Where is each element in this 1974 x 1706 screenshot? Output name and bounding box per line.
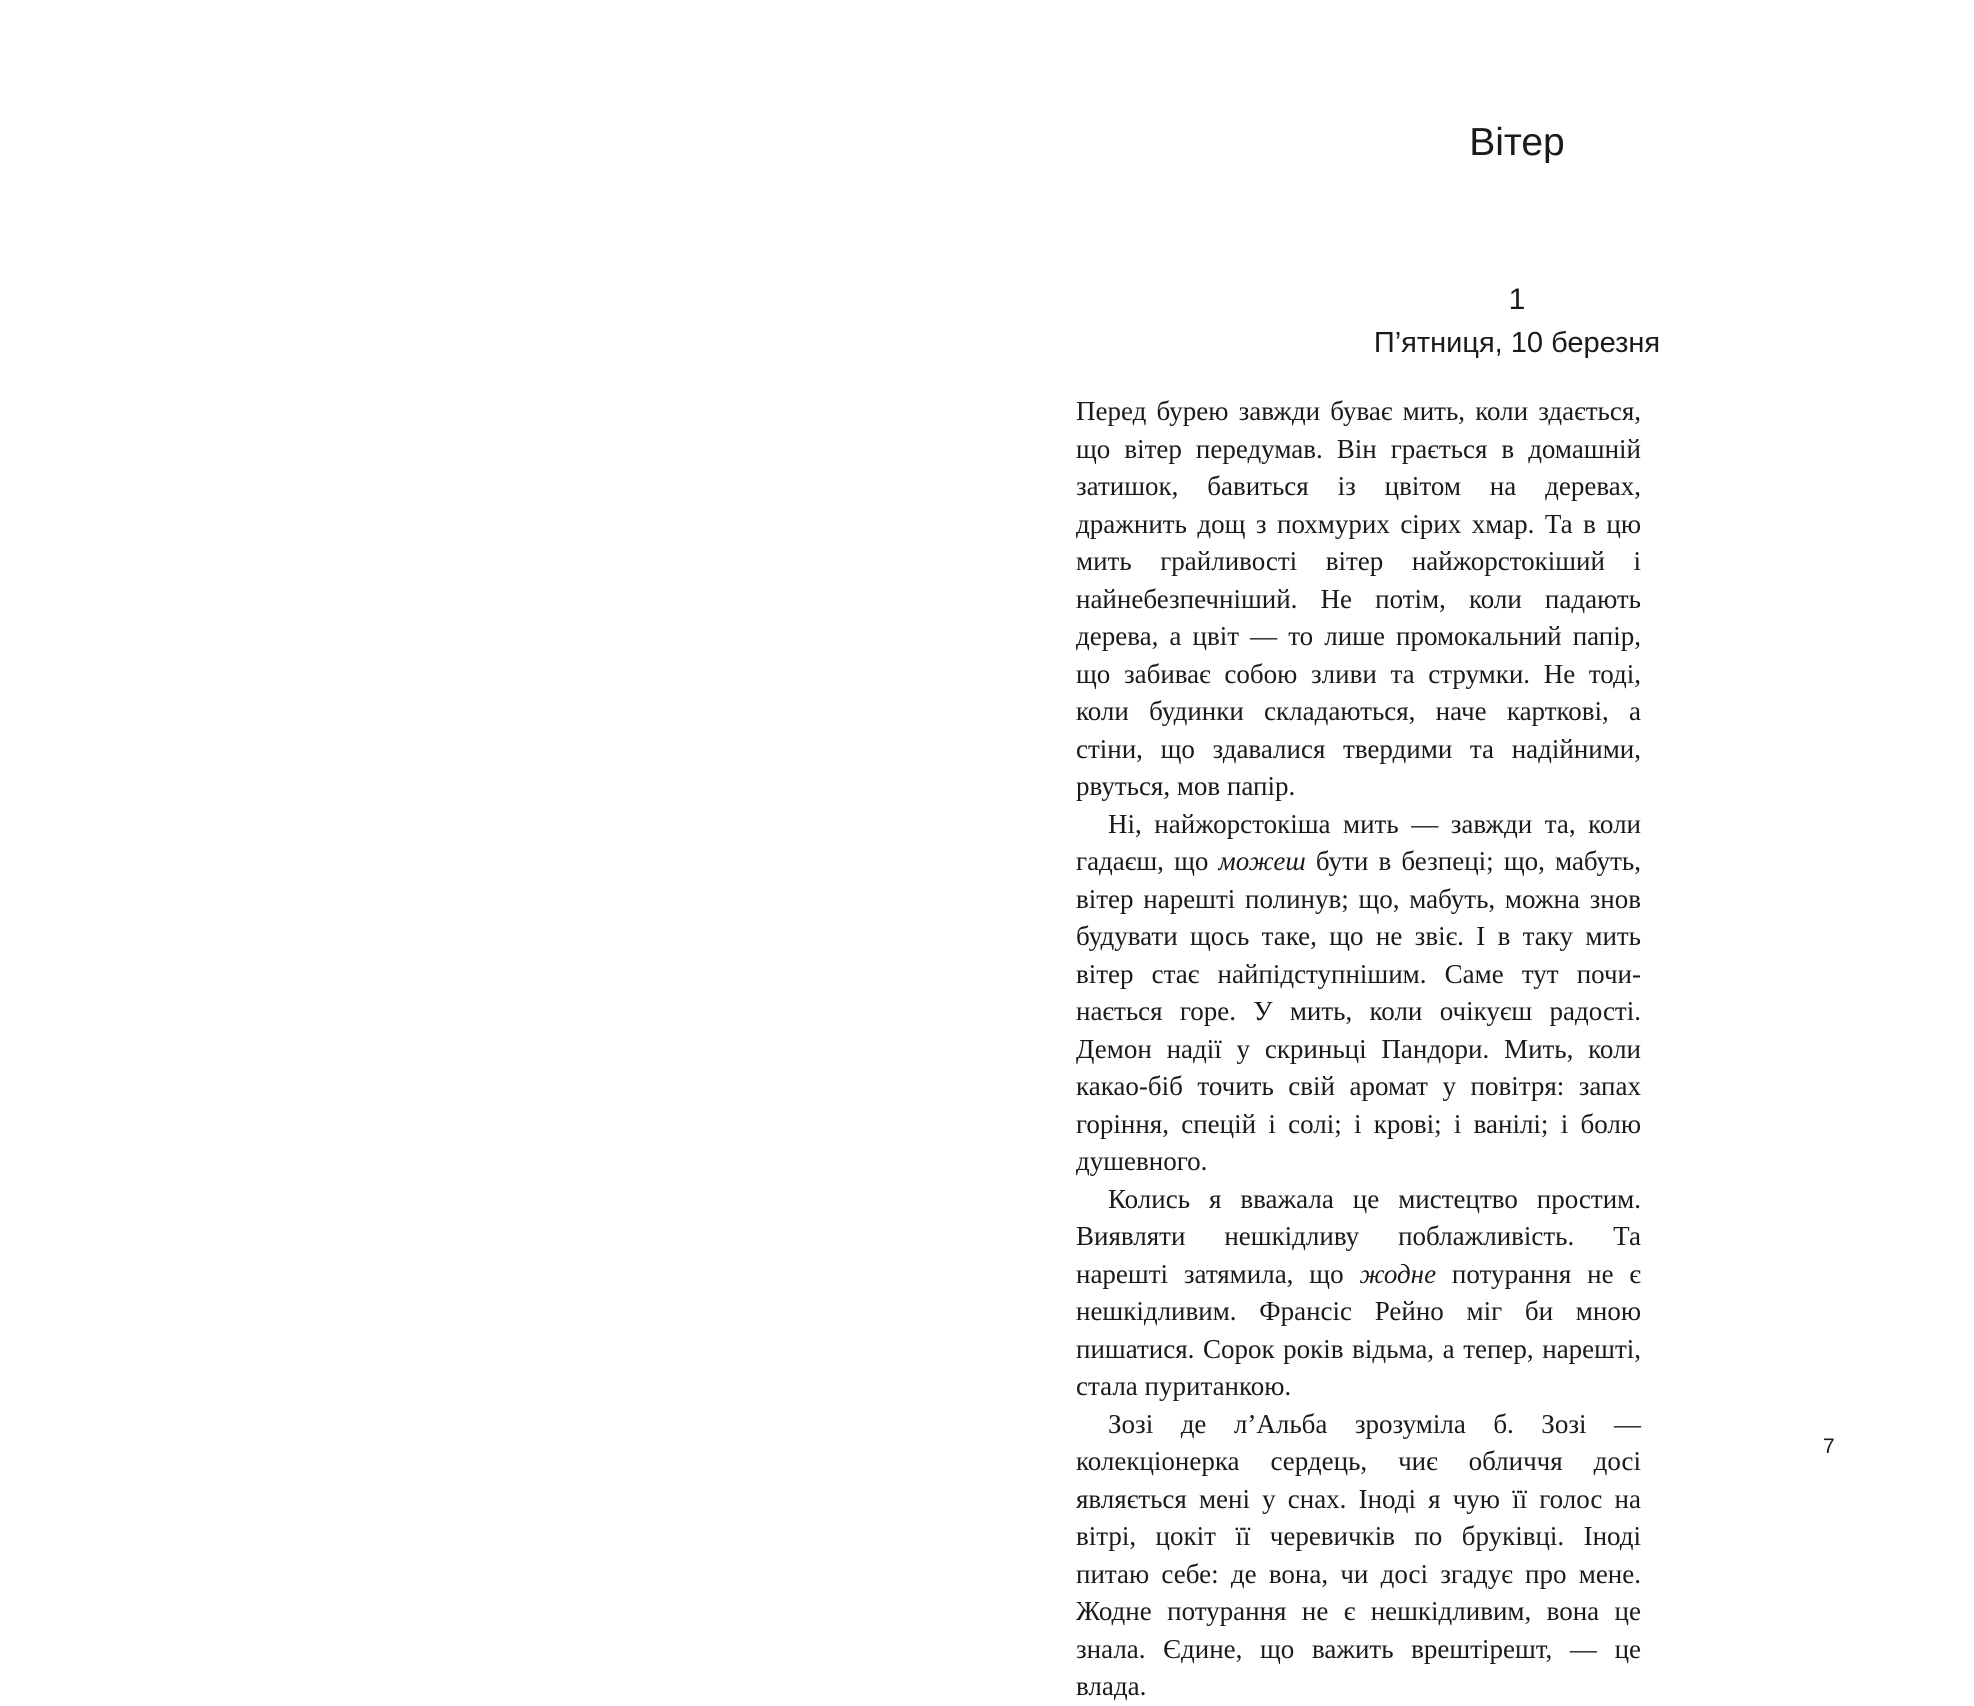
chapter-date: П’ятниця, 10 березня (1373, 327, 1661, 359)
paragraph-text: Перед бурею завжди буває мить, коли здається, що вітер передумав. Він грається в домашній затишок, бавиться із цвітом на деревах, дражнить дощ з похмурих сірих хмар. Та в цю мить грайливості вітер найжорстокіший і найнебезпечніший. Не потім, коли падають дерева, а цвіт — то лише промокальний папір, що забиває собою зливи та струмки. Не тоді, коли будинки складаються, наче карткові, а стіни, що здавалися твердими та надійними, рвуться, мов папір. (1076, 396, 1641, 801)
paragraph-4 (1076, 1406, 1641, 1706)
paragraph-1 (1076, 393, 1641, 806)
paragraph-text: Колись я вважала це мистецтво простим. Виявляти нешкідливу поблажливість. Та нарешті затямила, що (1076, 1183, 1641, 1289)
paragraph-text: потурання не є нешкідливим. Франсіс Рейно міг би мною пишатися. Сорок років відьма, а тепер, нарешті, стала пуританкою. (1076, 1258, 1641, 1401)
paragraph-2 (1076, 806, 1641, 1181)
paragraph-3 (1076, 1181, 1641, 1406)
section-title: Вітер (1469, 121, 1565, 164)
right-page (987, 0, 1974, 1701)
paragraph-text: Ні, найжорстокіша мить — завжди та, коли гадаєш, що (1076, 808, 1641, 876)
paragraph-text: бути в безпеці; що, мабуть, вітер нарешті полинув; що, мабуть, можна знов будувати щось таке, що не звіє. І в таку мить вітер стає найпідступнішим. Саме тут починається горе. У мить, коли очікуєш радості. Демон надії у скриньці Пандори. Мить, коли какао-біб точить свій аромат у повітря: запах горіння, спецій і солі; і крові; і ванілі; і болю душевного. (1076, 846, 1641, 1176)
chapter-number: 1 (1508, 283, 1526, 316)
italic-emphasis: жодне (1359, 1258, 1437, 1289)
italic-emphasis: можеш (1218, 846, 1306, 876)
chapter-body (1076, 393, 1641, 1706)
paragraph-text: Зозі де л’Альба зрозуміла б. Зозі — колекціонерка сердець, чиє обличчя досі являється мені у снах. Іноді я чую її голос на вітрі, цокіт її черевичків по бруківці. Іноді питаю себе: де вона, чи досі згадує про мене. Жодне потурання не є нешкідливим, вона це знала. Єдине, що важить врештірешт, — це влада. (1076, 1408, 1641, 1701)
page-number: 7 (1823, 1435, 1835, 1458)
left-page-blank (0, 0, 987, 1545)
